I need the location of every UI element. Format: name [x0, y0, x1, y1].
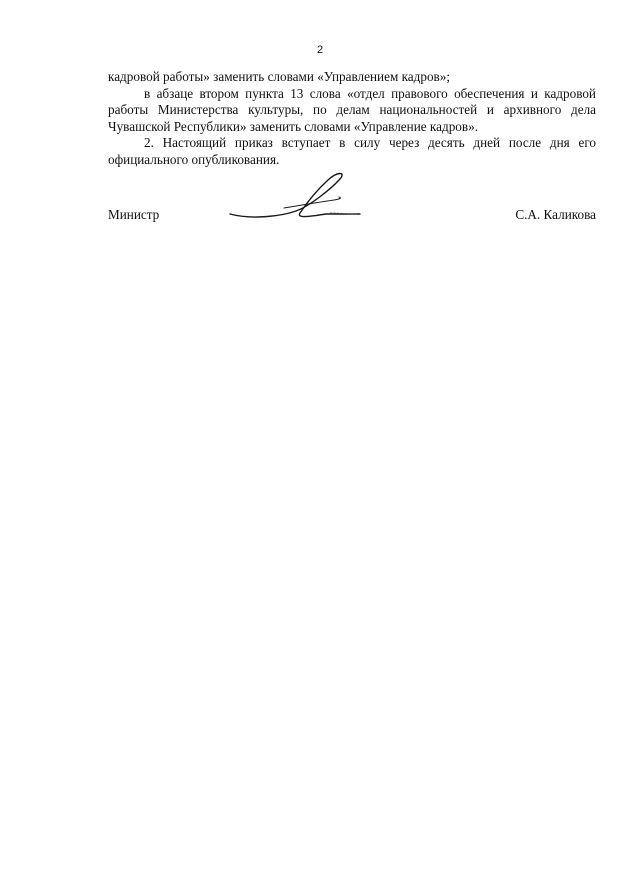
signature-block: [108, 205, 596, 229]
paragraph-effective-date: 2. Настоящий приказ вступает в силу через десять дней после дня его официального опубликования.: [108, 135, 596, 167]
page-number: 2: [316, 44, 324, 56]
signatory-title: Министр: [108, 207, 160, 222]
signatory-name: С.А. Каликова: [515, 207, 596, 222]
paragraph-continuation: кадровой работы» заменить словами «Управлением кадров»;: [108, 69, 451, 84]
paragraph-amendment: в абзаце втором пункта 13 слова «отдел правового обеспечения и кадровой работы Министерства культуры, по делам национальностей и архивного дела Чувашской Республики» заменить словами «Управление кадров».: [108, 85, 596, 134]
document-body: [108, 69, 596, 169]
